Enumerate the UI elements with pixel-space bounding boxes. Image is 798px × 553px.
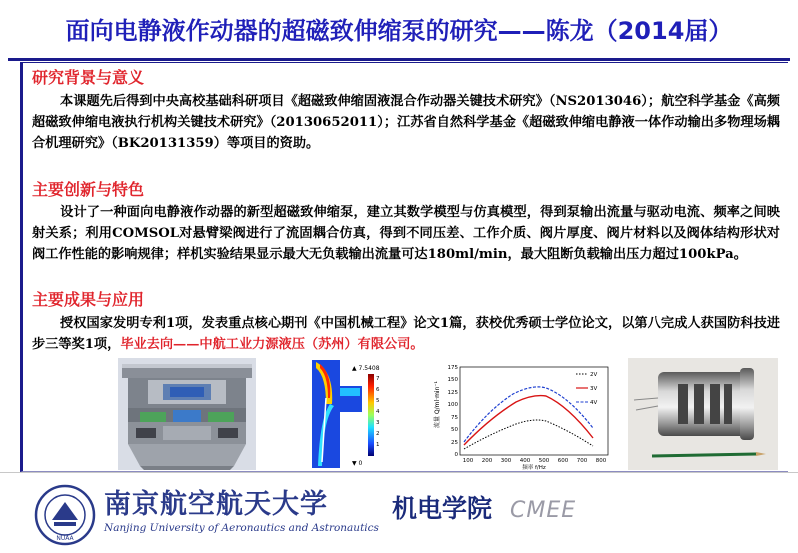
footer-divider	[0, 472, 798, 473]
chart-ylabel: 流量 Q/ml·min⁻¹	[434, 381, 441, 428]
y-tick: 175	[447, 365, 458, 371]
colorbar-tick: 2	[376, 431, 380, 437]
section-text-background	[32, 91, 780, 154]
page-title: 面向电静液作动器的超磁致伸缩泵的研究——陈龙（2014届）	[65, 17, 733, 45]
y-tick: 0	[454, 452, 458, 458]
x-tick: 600	[557, 458, 569, 464]
legend-4v: 4V	[590, 400, 598, 406]
university-name-en: Nanjing University of Aeronautics and Astronautics	[104, 522, 379, 534]
pump-cross-section-figure	[118, 358, 256, 470]
colorbar-tick: 6	[376, 387, 380, 393]
colorbar-max: ▲ 7.5408	[352, 365, 380, 372]
legend-2v: 2V	[590, 372, 598, 378]
college-logo-cmee: CMEE	[510, 498, 577, 523]
x-tick: 100	[462, 458, 474, 464]
x-tick: 800	[595, 458, 607, 464]
colorbar-tick: 4	[376, 409, 380, 415]
section-heading-background: 研究背景与意义	[32, 68, 145, 87]
college-name: 机电学院	[392, 494, 493, 523]
colorbar-tick: 7	[376, 376, 380, 382]
seal-text: NUAA	[56, 535, 74, 542]
section-text-results	[32, 313, 780, 355]
title-divider	[8, 58, 790, 61]
colorbar-tick: 3	[376, 420, 380, 426]
y-tick: 75	[451, 415, 458, 421]
background-text: 本课题先后得到中央高校基础科研项目《超磁致伸缩固液混合作动器关键技术研究》（NS2013046）；航空科学基金《高频超磁致伸缩电液执行机构关键技术研究》（20130652011）；江苏省自然科学基金《超磁致伸缩电静液一体作动输出多物理场耦合机理研究》（BK20131359）等项目的资助。	[32, 94, 780, 151]
y-tick: 25	[451, 440, 458, 446]
section-heading-innovation: 主要创新与特色	[32, 180, 145, 199]
y-tick: 100	[447, 402, 458, 408]
x-tick: 400	[519, 458, 531, 464]
results-text: 授权国家发明专利1项，发表重点核心期刊《中国机械工程》论文1篇，获校优秀硕士学位论文，以第八完成人获国防科技进步三等奖1项，	[32, 316, 780, 352]
flow-frequency-chart	[428, 358, 618, 470]
y-tick: 50	[451, 427, 458, 433]
x-tick: 700	[576, 458, 588, 464]
colorbar-tick: 1	[376, 442, 380, 448]
prototype-photo-figure	[628, 358, 778, 470]
chart-xlabel: 频率 f/Hz	[522, 465, 546, 470]
colorbar-tick: 5	[376, 398, 380, 404]
university-seal-logo	[34, 484, 96, 546]
university-name-cn: 南京航空航天大学	[104, 489, 328, 520]
valve-simulation-figure	[290, 358, 386, 470]
section-text-innovation	[32, 202, 780, 265]
section-heading-results: 主要成果与应用	[32, 290, 145, 309]
x-tick: 200	[481, 458, 493, 464]
colorbar-min: ▼ 0	[352, 460, 363, 467]
graduation-destination: 毕业去向——中航工业力源液压（苏州）有限公司。	[120, 337, 424, 352]
y-tick: 125	[447, 390, 458, 396]
legend-3v: 3V	[590, 386, 598, 392]
x-tick: 300	[500, 458, 512, 464]
y-tick: 150	[447, 377, 458, 383]
innovation-text: 设计了一种面向电静液作动器的新型超磁致伸缩泵，建立其数学模型与仿真模型，得到泵输出流量与驱动电流、频率之间映射关系；利用COMSOL对悬臂梁阀进行了流固耦合仿真，得到不同压差、工作介质、阀片厚度、阀片材料以及阀体结构形状对阀工作性能的影响规律；样机实验结果显示最大无负载输出流量可达180ml/min，最大阻断负载输出压力超过100kPa。	[32, 205, 780, 262]
x-tick: 500	[538, 458, 550, 464]
